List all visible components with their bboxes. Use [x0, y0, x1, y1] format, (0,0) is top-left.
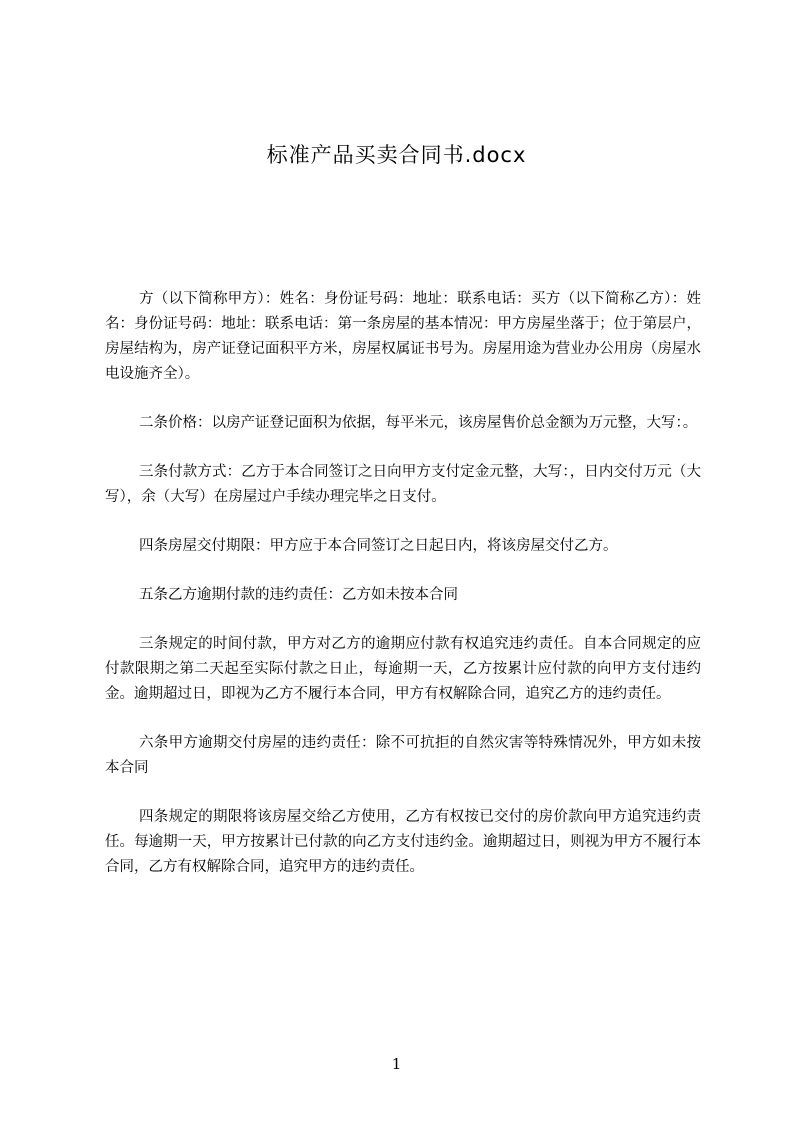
paragraph-spacer: [105, 559, 701, 583]
paragraph: 二条价格：以房产证登记面积为依据，每平米元，该房屋售价总金额为万元整，大写：。: [139, 415, 698, 431]
paragraph: 四条规定的期限将该房屋交给乙方使用，乙方有权按已交付的房价款向甲方追究违约责任。每逾期一天，甲方按累计已付款的向乙方支付违约金。逾期超过日，则视为甲方不履行本合同，乙方有权解除合同，追究甲方的违约责任。: [105, 809, 701, 875]
paragraph: 六条甲方逾期交付房屋的违约责任：除不可抗拒的自然灾害等特殊情况外，甲方如未按本合同: [105, 735, 701, 776]
paragraph-spacer: [105, 608, 701, 632]
paragraph-spacer: [105, 781, 701, 805]
paragraph: 方（以下简称甲方）：姓名：身份证号码：地址：联系电话：买方（以下简称乙方）：姓名：身份证号码：地址：联系电话：第一条房屋的基本情况：甲方房屋坐落于；位于第层户，房屋结构为，房产证登记面积平方米，房屋权属证书号为。房屋用途为营业办公用房（房屋水电设施齐全）。: [105, 291, 701, 382]
paragraph: 三条规定的时间付款，甲方对乙方的逾期应付款有权追究违约责任。自本合同规定的应付款限期之第二天起至实际付款之日止，每逾期一天，乙方按累计应付款的向甲方支付违约金。逾期超过日，即视为乙方不履行本合同，甲方有权解除合同，追究乙方的违约责任。: [105, 636, 701, 702]
paragraph: 四条房屋交付期限：甲方应于本合同签订之日起日内，将该房屋交付乙方。: [139, 538, 618, 554]
page-number: 1: [391, 1055, 402, 1073]
paragraph-spacer: [105, 436, 701, 460]
paragraph-spacer: [105, 707, 701, 731]
document-title: 标准产品买卖合同书.docx: [266, 143, 527, 167]
paragraph-spacer: [105, 510, 701, 534]
paragraph-spacer: [105, 387, 701, 411]
paragraph: 五条乙方逾期付款的违约责任：乙方如未按本合同: [139, 587, 458, 603]
document-body: [105, 287, 701, 880]
paragraph: 三条付款方式：乙方于本合同签订之日向甲方支付定金元整，大写：，日内交付万元（大写），余（大写）在房屋过户手续办理完毕之日支付。: [105, 464, 701, 505]
